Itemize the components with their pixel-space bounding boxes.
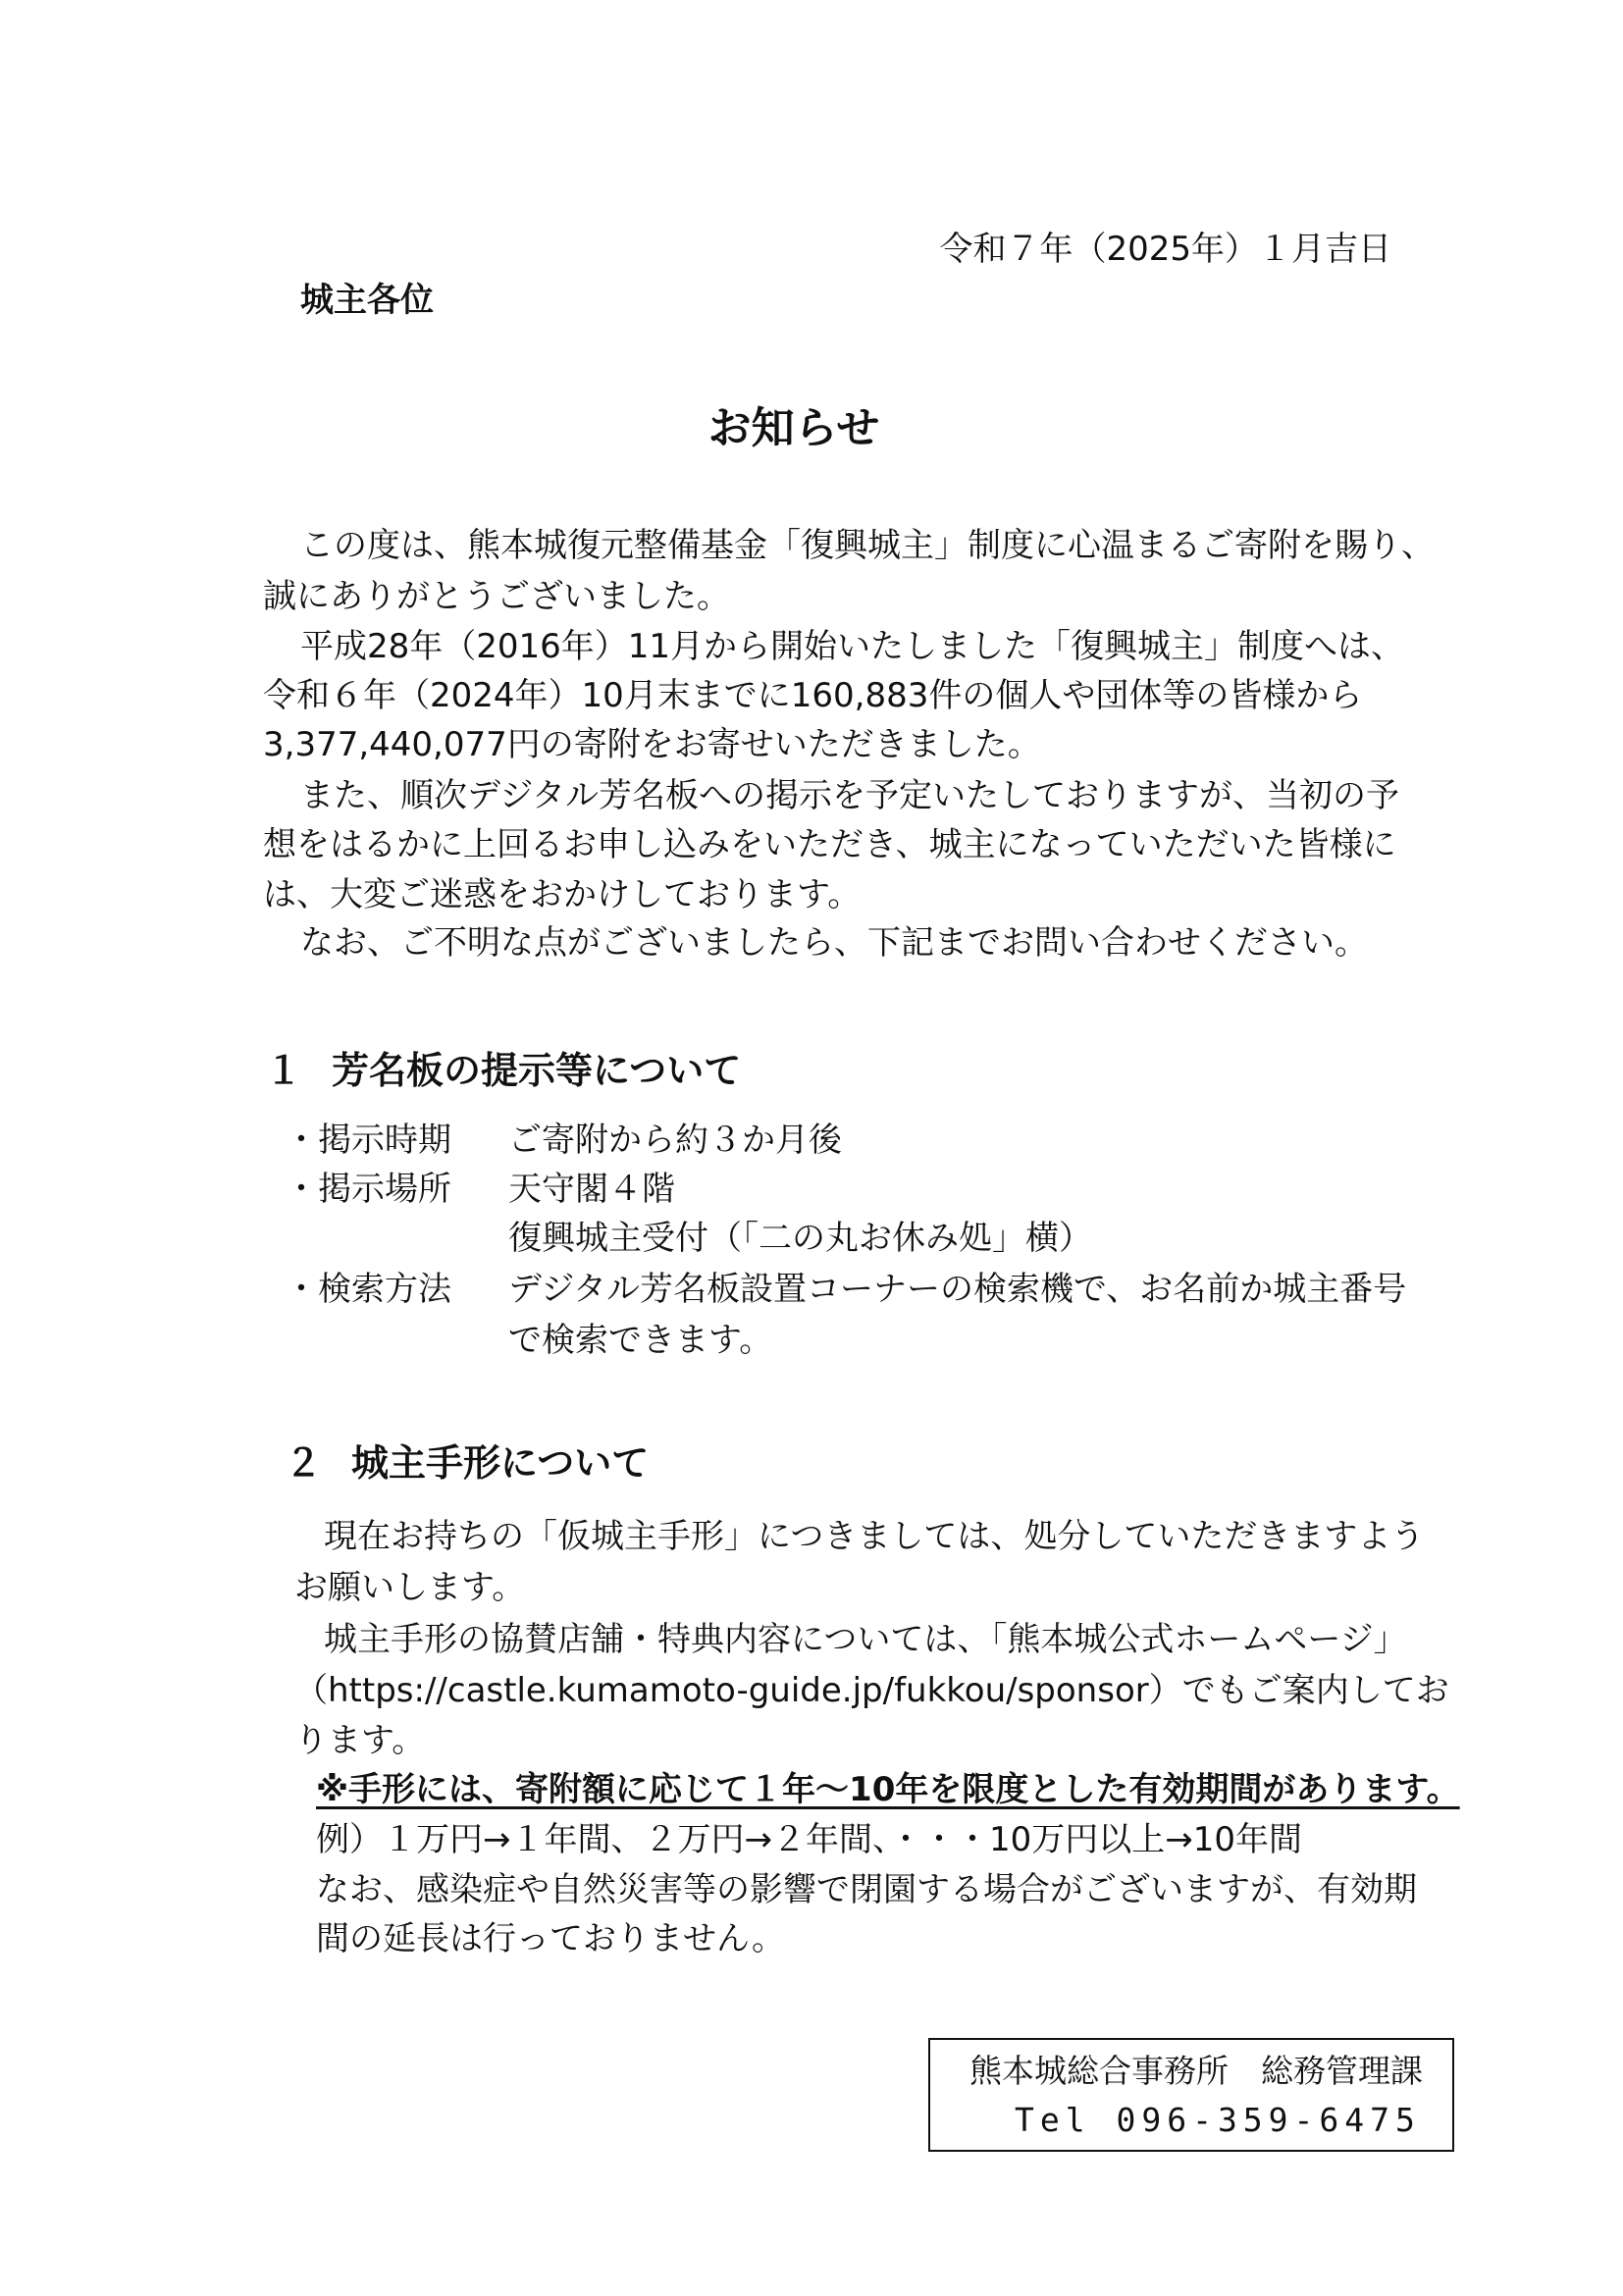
document-date: 令和７年（2025年）１月吉日 bbox=[939, 230, 1391, 269]
section-2-paragraph-3-line-1: なお、感染症や自然災害等の影響で閉園する場合がございますが、有効期 bbox=[316, 1870, 1417, 1909]
section-2-paragraph-3-line-2: 間の延長は行っておりません。 bbox=[316, 1919, 786, 1958]
intro-paragraph-2-line-2: 令和６年（2024年）10月末までに160,883件の個人や団体等の皆様から bbox=[263, 676, 1363, 715]
contact-box bbox=[928, 2038, 1454, 2152]
display-location-label: ・掲示場所 bbox=[285, 1170, 451, 1209]
contact-office: 熊本城総合事務所 総務管理課 bbox=[969, 2052, 1423, 2090]
intro-paragraph-3-line-3: は、大変ご迷惑をおかけしております。 bbox=[263, 875, 862, 914]
intro-paragraph-2-line-3: 3,377,440,077円の寄附をお寄せいただきました。 bbox=[263, 725, 1041, 764]
display-location-value-2: 復興城主受付（「二の丸お休み処」横） bbox=[508, 1219, 1092, 1258]
search-method-value: デジタル芳名板設置コーナーの検索機で、お名前か城主番号 bbox=[508, 1270, 1407, 1309]
intro-paragraph-3-line-1: また、順次デジタル芳名板への掲示を予定いたしておりますが、当初の予 bbox=[300, 776, 1399, 815]
section-2-paragraph-1-line-2: お願いします。 bbox=[294, 1568, 526, 1607]
section-1-title: 芳名板の提示等について bbox=[332, 1049, 742, 1092]
intro-paragraph-1-line-1: この度は、熊本城復元整備基金「復興城主」制度に心温まるご寄附を賜り、 bbox=[300, 526, 1435, 565]
display-location-value: 天守閣４階 bbox=[508, 1170, 675, 1209]
display-timing-label: ・掲示時期 bbox=[285, 1121, 451, 1160]
section-2-paragraph-2-line-1: 城主手形の協賛店舗・特典内容については、「熊本城公式ホームページ」 bbox=[324, 1620, 1407, 1659]
intro-paragraph-4-line-1: なお、ご不明な点がございましたら、下記までお問い合わせください。 bbox=[300, 923, 1368, 963]
sponsor-url-line: （https://castle.kumamoto-guide.jp/fukkou/sponsor）でもご案内してお bbox=[294, 1671, 1449, 1710]
validity-notice: ※手形には、寄附額に応じて１年～10年を限度とした有効期間があります。 bbox=[316, 1770, 1460, 1809]
recipient: 城主各位 bbox=[300, 281, 434, 320]
section-2-number: ２ bbox=[285, 1441, 323, 1485]
search-method-label: ・検索方法 bbox=[285, 1270, 451, 1309]
display-timing-value: ご寄附から約３か月後 bbox=[508, 1121, 842, 1160]
intro-paragraph-2-line-1: 平成28年（2016年）11月から開始いたしました「復興城主」制度へは、 bbox=[300, 627, 1405, 666]
contact-phone: Tel 096-359-6475 bbox=[1015, 2101, 1421, 2139]
section-2-paragraph-1-line-1: 現在お持ちの「仮城主手形」につきましては、処分していただきますよう bbox=[324, 1517, 1425, 1556]
search-method-value-2: で検索できます。 bbox=[508, 1321, 773, 1360]
section-2-title: 城主手形について bbox=[351, 1441, 650, 1485]
intro-paragraph-1-line-2: 誠にありがとうございました。 bbox=[263, 577, 730, 616]
section-1-number: １ bbox=[265, 1049, 303, 1092]
page-title: お知らせ bbox=[707, 403, 880, 453]
section-2-paragraph-2-line-3: ります。 bbox=[294, 1721, 426, 1760]
validity-example: 例）１万円→１年間、２万円→２年間、・・・10万円以上→10年間 bbox=[316, 1820, 1302, 1859]
intro-paragraph-3-line-2: 想をはるかに上回るお申し込みをいただき、城主になっていただいた皆様に bbox=[263, 825, 1396, 864]
